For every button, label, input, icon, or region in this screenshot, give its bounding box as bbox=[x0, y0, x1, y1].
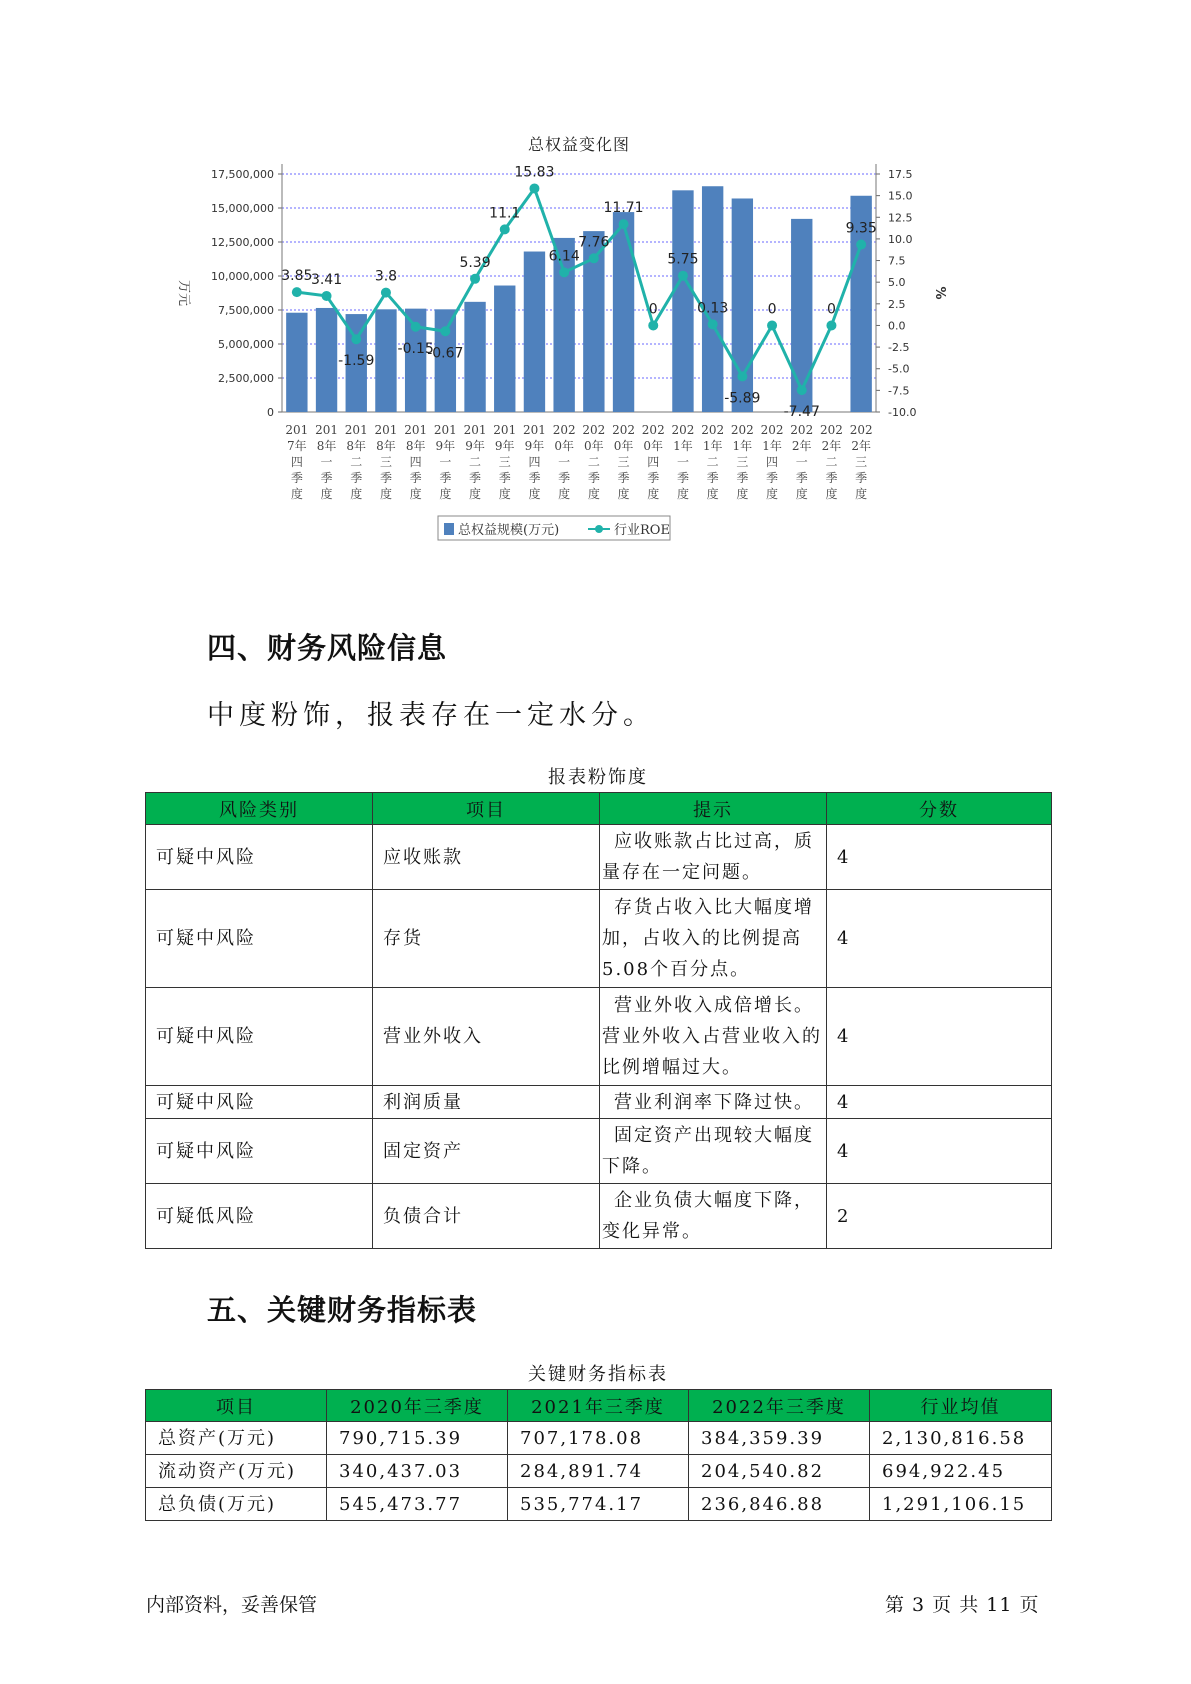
kpi-cell-label: 总负债(万元) bbox=[146, 1488, 327, 1521]
roe-data-label: 6.14 bbox=[548, 248, 580, 265]
y-left-tick-label: 17,500,000 bbox=[211, 168, 274, 181]
risk-hint: 固定资产出现较大幅度下降。 bbox=[600, 1119, 827, 1184]
y-right-tick-label: -5.0 bbox=[888, 362, 910, 376]
bar bbox=[464, 302, 485, 412]
y-right-tick-label: -2.5 bbox=[888, 341, 910, 355]
equity-chart bbox=[170, 130, 1010, 600]
y-right-tick-label: 2.5 bbox=[888, 297, 906, 311]
section5-heading: 五、关键财务指标表 bbox=[207, 1293, 478, 1327]
kpi-cell: 1,291,106.15 bbox=[870, 1488, 1052, 1521]
footer-confidential-note: 内部资料，妥善保管 bbox=[146, 1594, 318, 1616]
legend-bar-swatch bbox=[444, 523, 454, 535]
roe-data-label: -0.15 bbox=[397, 340, 434, 357]
x-tick-label: 202 2年一季度 bbox=[790, 423, 814, 501]
table-row bbox=[146, 1086, 1052, 1119]
roe-data-label: 0 bbox=[648, 301, 658, 318]
risk-score: 4 bbox=[827, 988, 1052, 1086]
risk-hint: 企业负债大幅度下降，变化异常。 bbox=[600, 1184, 827, 1249]
footer-page-number: 第 3 页 共 11 页 bbox=[885, 1594, 1040, 1616]
risk-item: 存货 bbox=[373, 890, 600, 988]
section4-heading: 四、财务风险信息 bbox=[207, 631, 448, 665]
roe-point bbox=[500, 224, 510, 234]
roe-data-label: 5.75 bbox=[667, 251, 699, 268]
roe-point bbox=[411, 322, 421, 332]
roe-point bbox=[708, 319, 718, 329]
y-right-tick-label: -10.0 bbox=[888, 406, 917, 419]
equity-chart-svg bbox=[170, 130, 1010, 600]
roe-point bbox=[826, 320, 836, 330]
y-left-tick-label: 10,000,000 bbox=[211, 270, 274, 283]
risk-item: 利润质量 bbox=[373, 1086, 600, 1119]
roe-point bbox=[559, 267, 569, 277]
x-tick-label: 202 2年二季度 bbox=[819, 423, 843, 501]
kpi-cell: 340,437.03 bbox=[327, 1455, 508, 1488]
risk-item: 应收账款 bbox=[373, 825, 600, 890]
y-right-tick-label: 5.0 bbox=[888, 276, 906, 290]
y-left-tick-label: 7,500,000 bbox=[218, 304, 274, 317]
risk-item: 营业外收入 bbox=[373, 988, 600, 1086]
table-row bbox=[146, 825, 1052, 890]
roe-data-label: 9.35 bbox=[845, 220, 877, 237]
kpi-header-industry-avg: 行业均值 bbox=[870, 1390, 1052, 1422]
risk-header-category: 风险类别 bbox=[146, 793, 373, 825]
y-left-axis-label: 万元 bbox=[176, 279, 191, 307]
bar bbox=[524, 252, 545, 412]
bar bbox=[375, 309, 396, 412]
bar bbox=[791, 219, 812, 412]
x-tick-label: 202 0年三季度 bbox=[612, 423, 636, 501]
risk-category: 可疑中风险 bbox=[146, 1086, 373, 1119]
roe-data-label: 11.1 bbox=[489, 205, 521, 222]
risk-item: 固定资产 bbox=[373, 1119, 600, 1184]
roe-point bbox=[678, 271, 688, 281]
x-tick-label: 201 7年四季度 bbox=[285, 423, 309, 501]
roe-data-label: 11.71 bbox=[603, 200, 644, 217]
roe-data-label: 15.83 bbox=[514, 164, 555, 181]
kpi-table bbox=[145, 1389, 1052, 1521]
roe-data-label: 0 bbox=[826, 301, 836, 318]
x-tick-label: 201 9年一季度 bbox=[433, 423, 457, 501]
kpi-cell: 204,540.82 bbox=[689, 1455, 870, 1488]
y-right-tick-label: 10.0 bbox=[888, 232, 913, 246]
kpi-cell-label: 总资产(万元) bbox=[146, 1422, 327, 1455]
x-tick-label: 201 8年二季度 bbox=[344, 423, 368, 501]
kpi-cell: 2,130,816.58 bbox=[870, 1422, 1052, 1455]
y-right-tick-label: 12.5 bbox=[888, 211, 913, 225]
roe-data-label: 3.85 bbox=[281, 268, 313, 285]
y-left-tick-label: 0 bbox=[267, 406, 274, 419]
x-tick-label: 202 1年四季度 bbox=[760, 423, 784, 501]
risk-hint: 营业外收入成倍增长。营业外收入占营业收入的比例增幅过大。 bbox=[600, 988, 827, 1086]
y-left-tick-label: 15,000,000 bbox=[211, 202, 274, 215]
bar bbox=[672, 190, 693, 412]
y-right-tick-label: 0.0 bbox=[888, 319, 906, 333]
kpi-cell: 707,178.08 bbox=[508, 1422, 689, 1455]
roe-data-label: -1.59 bbox=[338, 353, 375, 370]
roe-point bbox=[351, 334, 361, 344]
kpi-header-2020q3: 2020年三季度 bbox=[327, 1390, 508, 1422]
kpi-header-item: 项目 bbox=[146, 1390, 327, 1422]
y-right-tick-label: -7.5 bbox=[888, 384, 910, 398]
section4-text: 中度粉饰，报表存在一定水分。 bbox=[207, 700, 655, 731]
bar bbox=[613, 212, 634, 412]
roe-data-label: 7.76 bbox=[578, 234, 610, 251]
kpi-cell-label: 流动资产(万元) bbox=[146, 1455, 327, 1488]
table-row bbox=[146, 1455, 1052, 1488]
kpi-header-2021q3: 2021年三季度 bbox=[508, 1390, 689, 1422]
kpi-cell: 236,846.88 bbox=[689, 1488, 870, 1521]
x-tick-label: 202 1年三季度 bbox=[730, 423, 754, 501]
table-row bbox=[146, 1488, 1052, 1521]
risk-hint: 应收账款占比过高，质量存在一定问题。 bbox=[600, 825, 827, 890]
roe-point bbox=[767, 320, 777, 330]
risk-category: 可疑低风险 bbox=[146, 1184, 373, 1249]
risk-header-item: 项目 bbox=[373, 793, 600, 825]
x-tick-label: 201 9年四季度 bbox=[522, 423, 546, 501]
x-tick-label: 201 8年四季度 bbox=[404, 423, 428, 501]
y-right-tick-label: 7.5 bbox=[888, 254, 906, 268]
kpi-cell: 384,359.39 bbox=[689, 1422, 870, 1455]
kpi-header-2022q3: 2022年三季度 bbox=[689, 1390, 870, 1422]
roe-data-label: 3.8 bbox=[374, 268, 398, 285]
roe-point bbox=[292, 287, 302, 297]
roe-point bbox=[648, 320, 658, 330]
x-tick-label: 202 1年一季度 bbox=[671, 423, 695, 501]
risk-hint: 存货占收入比大幅度增加，占收入的比例提高5.08个百分点。 bbox=[600, 890, 827, 988]
y-right-axis-label: % bbox=[932, 286, 947, 300]
x-tick-label: 201 8年三季度 bbox=[374, 423, 398, 501]
x-tick-label: 202 0年一季度 bbox=[552, 423, 576, 501]
bar bbox=[286, 313, 307, 412]
roe-point bbox=[619, 219, 629, 229]
legend-line-label: 行业ROE bbox=[614, 523, 670, 538]
x-tick-label: 201 9年二季度 bbox=[463, 423, 487, 501]
roe-point bbox=[470, 274, 480, 284]
roe-data-label: 0 bbox=[767, 301, 777, 318]
risk-item: 负债合计 bbox=[373, 1184, 600, 1249]
kpi-table-caption: 关键财务指标表 bbox=[528, 1364, 668, 1385]
roe-point bbox=[322, 291, 332, 301]
y-right-tick-label: 15.0 bbox=[888, 189, 913, 203]
kpi-cell: 790,715.39 bbox=[327, 1422, 508, 1455]
roe-data-label: 0.13 bbox=[697, 300, 729, 317]
kpi-table-header-row bbox=[146, 1390, 1052, 1422]
roe-point bbox=[856, 240, 866, 250]
risk-score: 2 bbox=[827, 1184, 1052, 1249]
bar bbox=[494, 286, 515, 412]
roe-data-label: 5.39 bbox=[459, 254, 491, 271]
x-tick-label: 202 2年三季度 bbox=[849, 423, 873, 501]
bar bbox=[702, 186, 723, 412]
risk-score: 4 bbox=[827, 890, 1052, 988]
risk-category: 可疑中风险 bbox=[146, 890, 373, 988]
roe-point bbox=[440, 326, 450, 336]
risk-header-hint: 提示 bbox=[600, 793, 827, 825]
risk-table-header-row bbox=[146, 793, 1052, 825]
risk-score: 4 bbox=[827, 825, 1052, 890]
table-row bbox=[146, 1119, 1052, 1184]
roe-point bbox=[797, 385, 807, 395]
roe-point bbox=[381, 288, 391, 298]
legend-bar-label: 总权益规模(万元) bbox=[458, 523, 560, 538]
x-tick-label: 201 9年三季度 bbox=[493, 423, 517, 501]
roe-point bbox=[529, 183, 539, 193]
y-right-tick-label: 17.5 bbox=[888, 168, 913, 181]
kpi-cell: 535,774.17 bbox=[508, 1488, 689, 1521]
x-tick-label: 202 0年二季度 bbox=[582, 423, 606, 501]
x-tick-label: 202 0年四季度 bbox=[641, 423, 665, 501]
risk-category: 可疑中风险 bbox=[146, 1119, 373, 1184]
roe-data-label: -5.89 bbox=[724, 390, 761, 407]
y-left-tick-label: 2,500,000 bbox=[218, 372, 274, 385]
table-row bbox=[146, 988, 1052, 1086]
kpi-cell: 694,922.45 bbox=[870, 1455, 1052, 1488]
roe-point bbox=[737, 371, 747, 381]
risk-header-score: 分数 bbox=[827, 793, 1052, 825]
risk-table-caption: 报表粉饰度 bbox=[548, 767, 648, 788]
risk-category: 可疑中风险 bbox=[146, 825, 373, 890]
roe-point bbox=[589, 253, 599, 263]
table-row bbox=[146, 890, 1052, 988]
table-row bbox=[146, 1184, 1052, 1249]
risk-table bbox=[145, 792, 1052, 1249]
table-row bbox=[146, 1422, 1052, 1455]
x-tick-label: 201 8年一季度 bbox=[315, 423, 339, 501]
roe-data-label: 3.41 bbox=[310, 271, 343, 288]
y-left-tick-label: 5,000,000 bbox=[218, 338, 274, 351]
legend-line-marker bbox=[595, 525, 603, 533]
risk-category: 可疑中风险 bbox=[146, 988, 373, 1086]
risk-score: 4 bbox=[827, 1086, 1052, 1119]
risk-score: 4 bbox=[827, 1119, 1052, 1184]
roe-data-label: -0.67 bbox=[427, 345, 464, 362]
bar bbox=[316, 308, 337, 412]
chart-title: 总权益变化图 bbox=[527, 135, 631, 154]
risk-hint: 营业利润率下降过快。 bbox=[600, 1086, 827, 1119]
kpi-cell: 284,891.74 bbox=[508, 1455, 689, 1488]
kpi-cell: 545,473.77 bbox=[327, 1488, 508, 1521]
roe-data-label: -7.47 bbox=[783, 404, 820, 421]
x-tick-label: 202 1年二季度 bbox=[701, 423, 725, 501]
y-left-tick-label: 12,500,000 bbox=[211, 236, 274, 249]
